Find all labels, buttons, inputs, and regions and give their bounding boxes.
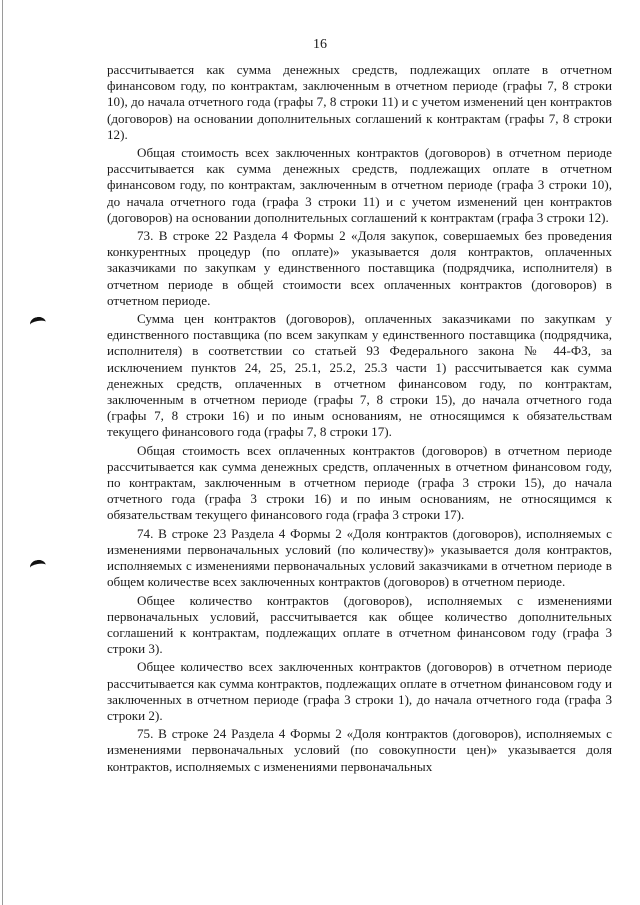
paragraph: Общее количество всех заключенных контрактов (договоров) в отчетном периоде рассчитывается как сумма контрактов, подлежащих оплате в отчетном финансовом году и заключенных в отчетном периоде (графа 3 строки 1), до начала отчетного года (графа 3 строки 2). [107, 659, 612, 723]
punch-hole-mark [29, 559, 47, 575]
page-number: 16 [313, 37, 327, 52]
paragraph: Общее количество контрактов (договоров), исполняемых с изменениями первоначальных условий, рассчитывается как общее количество дополнительных соглашений к контрактам, подлежащих оплате в отчетном финансовом году (графа 3 строки 3). [107, 592, 612, 657]
paragraph: рассчитывается как сумма денежных средств, подлежащих оплате в отчетном финансовом году, по контрактам, заключенным в отчетном периоде (графы 7, 8 строки 10), до начала отчетного года (графы 7, 8 строки 11) и с учетом изменений цен контрактов (договоров) на основании дополнительных соглашений к контрактам (графы 7, 8 строки 12). [107, 62, 612, 142]
paragraph: 73. В строке 22 Раздела 4 Формы 2 «Доля закупок, совершаемых без проведения конкурентных процедур (по оплате)» указывается доля контрактов, оплаченных заказчиками по закупкам у единственного поставщика (подрядчика, исполнителя) в отчетном периоде в общей стоимости всех оплаченных контрактов (договоров) в отчетном периоде. [107, 228, 612, 308]
paragraph: 74. В строке 23 Раздела 4 Формы 2 «Доля контрактов (договоров), исполняемых с изменениями первоначальных условий (по количеству)» указывается доля контрактов, исполняемых с изменениями первоначальных условий заказчиками в отчетном периоде в общем количестве всех заключенных контрактов (договоров) в отчетном периоде. [107, 525, 612, 590]
paragraph: Общая стоимость всех оплаченных контрактов (договоров) в отчетном периоде рассчитывается как сумма денежных средств, оплаченных в отчетном финансовом году, по контрактам, заключенным в отчетном периоде (графа 3 строки 15), до начала отчетного года (графа 3 строки 16) и по иным основаниям, не относящимся к обязательствам текущего финансового года (графа 3 строки 17). [107, 442, 612, 523]
document-body [107, 62, 612, 777]
punch-hole-mark [29, 316, 47, 332]
paragraph: Общая стоимость всех заключенных контрактов (договоров) в отчетном периоде рассчитывается как сумма денежных средств, подлежащих оплате в отчетном финансовом году, по контрактам, заключенным в отчетном периоде (графа 3 строки 10), до начала отчетного года (графа 3 строки 11) и с учетом изменений цен контрактов (договоров) на основании дополнительных соглашений к контрактам (графа 3 строки 12). [107, 145, 612, 225]
scan-edge-line [2, 0, 3, 905]
paragraph: Сумма цен контрактов (договоров), оплаченных заказчиками по закупкам у единственного поставщика (по всем закупкам у единственного поставщика (подрядчика, исполнителя) в соответствии со статьей 93 Федерального закона № 44-ФЗ, за исключением пунктов 24, 25, 25.1, 25.2, 25.3 части 1) рассчитывается как сумма денежных средств, оплаченных в отчетном финансовом году, по контрактам, заключенным в отчетном периоде (графы 7, 8 строки 15), до начала отчетного года (графы 7, 8 строки 16) и по иным основаниям, не относящимся к обязательствам текущего финансового года (графы 7, 8 строки 17). [107, 311, 612, 440]
paragraph: 75. В строке 24 Раздела 4 Формы 2 «Доля контрактов (договоров), исполняемых с изменениями первоначальных условий (по совокупности цен)» указывается доля контрактов, исполняемых с изменениями первоначальных [107, 726, 612, 774]
